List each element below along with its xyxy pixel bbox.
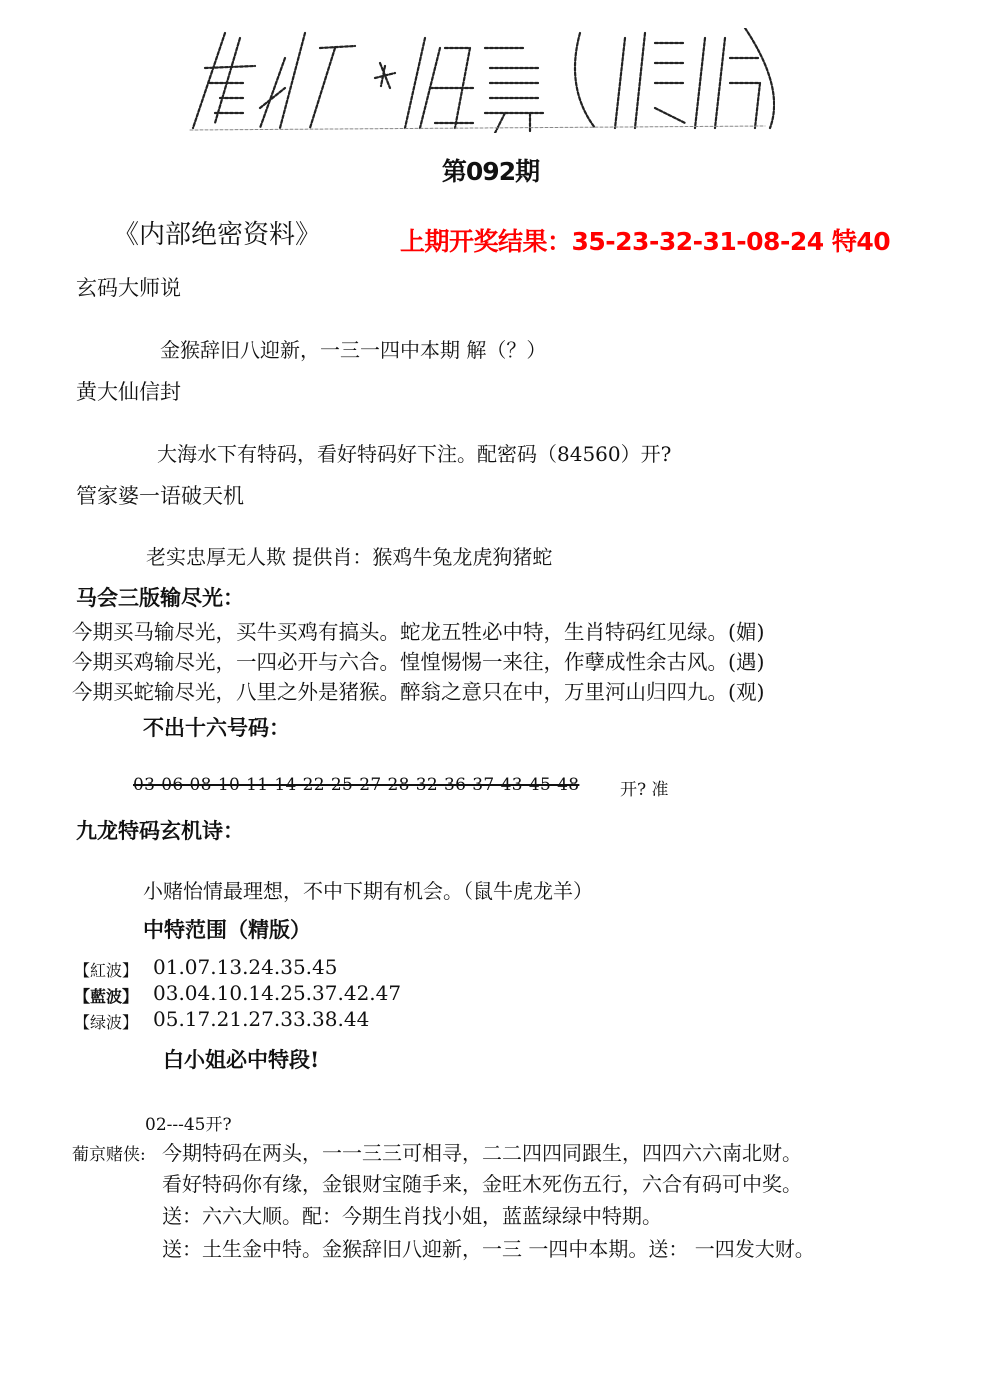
guanjiapo-text: 老实忠厚无人欺 提供肖：猴鸡牛兔龙虎狗猪蛇 <box>146 545 553 569</box>
baixiaojie-range: 02---45开? <box>145 1115 232 1135</box>
section-heading-mahui: 马会三版输尽光： <box>76 585 244 610</box>
wave-label-blue: 【藍波】 <box>74 987 139 1006</box>
xuanma-text: 金猴辞旧八迎新，一三一四中本期 解（？） <box>160 338 547 362</box>
section-heading-baixiaojie: 白小姐必中特段! <box>163 1047 320 1072</box>
jiulong-text: 小赌怡情最理想，不中下期有机会。（鼠牛虎龙羊） <box>143 879 593 903</box>
banner-calligraphy <box>185 28 775 133</box>
pujing-line: 今期特码在两头，一一三三可相寻，二二四四同跟生，四四六六南北财。 <box>162 1141 802 1165</box>
sketch-calligraphy-banner-icon <box>185 28 775 133</box>
section-heading-jiulong: 九龙特码玄机诗： <box>76 818 244 843</box>
wave-numbers-green: 05.17.21.27.33.38.44 <box>153 1007 370 1031</box>
pujing-line: 送：土生金中特。金猴辞旧八迎新，一三 一四中本期。送： 一四发大财。 <box>162 1237 815 1261</box>
section-heading-huangdaxian: 黄大仙信封 <box>76 380 181 404</box>
excluded-numbers: 03-06-08-10-11-14-22-25-27-28-32-36-37-43-45-48 <box>133 775 580 795</box>
wave-numbers-blue: 03.04.10.14.25.37.42.47 <box>153 981 402 1005</box>
wave-numbers-red: 01.07.13.24.35.45 <box>153 955 338 979</box>
pujing-line: 看好特码你有缘，金银财宝随手来，金旺木死伤五行，六合有码可中奖。 <box>162 1172 802 1196</box>
issue-number: 第092期 <box>441 157 540 186</box>
mahui-line: 今期买蛇输尽光，八里之外是猪猴。醉翁之意只在中，万里河山归四九。(观) <box>72 680 765 704</box>
internal-title: 《内部绝密资料》 <box>113 220 322 250</box>
wave-label-red: 【紅波】 <box>74 961 139 980</box>
wave-label-green: 【绿波】 <box>74 1013 139 1032</box>
section-heading-guanjiapo: 管家婆一语破天机 <box>76 484 244 508</box>
section-heading-buchu: 不出十六号码： <box>143 715 290 740</box>
section-heading-xuanma: 玄码大师说 <box>76 276 181 300</box>
section-heading-zhongte: 中特范围（精版） <box>143 917 311 942</box>
excluded-numbers-suffix: 开? 准 <box>620 780 669 800</box>
mahui-line: 今期买马输尽光，买牛买鸡有搞头。蛇龙五牲必中特，生肖特码红见绿。(媚) <box>72 620 765 644</box>
last-draw-result: 上期开奖结果：35-23-32-31-08-24 特40 <box>400 227 891 256</box>
mahui-line: 今期买鸡输尽光，一四必开与六合。惶惶惕惕一来往，作孽成性余古风。(遇) <box>72 650 765 674</box>
pujing-label: 葡京赌侠: <box>72 1145 146 1165</box>
huangdaxian-text: 大海水下有特码，看好特码好下注。配密码（84560）开? <box>157 442 672 466</box>
pujing-line: 送：六六大顺。配：今期生肖找小姐，蓝蓝绿绿中特期。 <box>162 1204 662 1228</box>
